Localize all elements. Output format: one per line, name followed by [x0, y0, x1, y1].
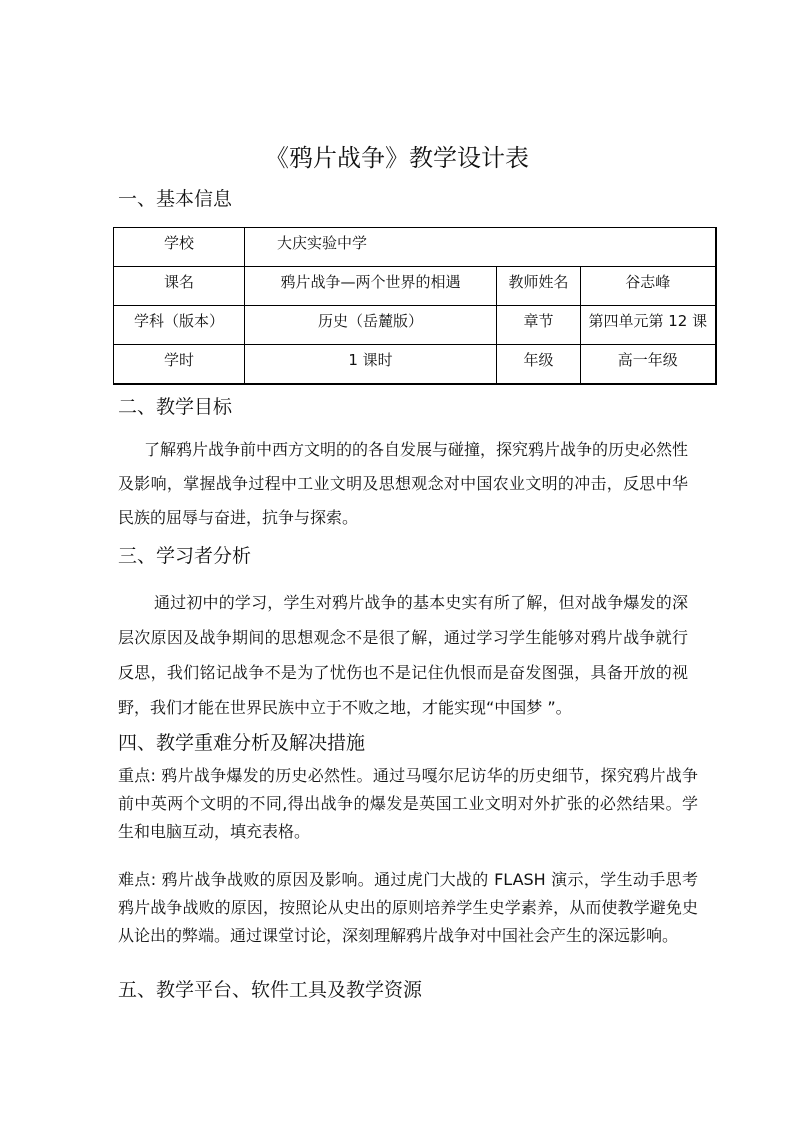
chapter-label: 章节: [497, 306, 581, 345]
key-point-paragraph: 重点: 鸦片战争爆发的历史必然性。通过马嘎尔尼访华的历史细节，探究鸦片战争前中英两个文明的不同,得出战争的爆发是英国工业文明对外扩张的必然结果。学生和电脑互动，填充表格。: [118, 766, 698, 841]
document-title: 《鸦片战争》教学设计表: [265, 144, 529, 172]
school-label: 学校: [114, 228, 245, 267]
grade-label: 年级: [497, 345, 581, 385]
teaching-goals-paragraph: 了解鸦片战争前中西方文明的的各自发展与碰撞，探究鸦片战争的历史必然性及影响，掌握战争过程中工业文明及思想观念对中国农业文明的冲击，反思中华民族的屈辱与奋进，抗争与探索。: [118, 440, 689, 527]
difficult-point-paragraph: 难点: 鸦片战争战败的原因及影响。通过虎门大战的 FLASH 演示，学生动手思考鸦片战争战败的原因，按照论从史出的原则培养学生史学素养，从而使教学避免史从论出的弊端。通过课堂讨论，深刻理解鸦片战争对中国社会产生的深远影响。: [118, 870, 698, 945]
section-heading-platform-tools: 五、教学平台、软件工具及教学资源: [118, 979, 423, 1001]
basic-info-table: [113, 227, 717, 385]
section-heading-teaching-goals: 二、教学目标: [118, 396, 233, 418]
table-row: [114, 228, 716, 267]
table-row: [114, 267, 716, 306]
table-row: [114, 306, 716, 345]
teacher-label: 教师姓名: [497, 267, 581, 306]
learner-analysis-paragraph: 通过初中的学习，学生对鸦片战争的基本史实有所了解，但对战争爆发的深层次原因及战争期间的思想观念不是很了解，通过学习学生能够对鸦片战争就行反思，我们铭记战争不是为了忧伤也不是记住仇恨而是奋发图强，具备开放的视野，我们才能在世界民族中立于不败之地，才能实现“中国梦 ”。: [118, 593, 688, 717]
course-label: 课名: [114, 267, 245, 306]
school-value: 大庆实验中学: [245, 228, 716, 267]
section-heading-basic-info: 一、基本信息: [118, 188, 233, 210]
grade-value: 高一年级: [581, 345, 716, 385]
chapter-value: 第四单元第 12 课: [581, 306, 716, 345]
subject-label: 学科（版本）: [114, 306, 245, 345]
table-row: [114, 345, 716, 385]
subject-value: 历史（岳麓版）: [245, 306, 497, 345]
teacher-value: 谷志峰: [581, 267, 716, 306]
hours-label: 学时: [114, 345, 245, 385]
hours-value: 1 课时: [245, 345, 497, 385]
course-value: 鸦片战争—两个世界的相遇: [245, 267, 497, 306]
section-heading-learner-analysis: 三、学习者分析: [118, 545, 252, 567]
section-heading-key-difficult-points: 四、教学重难分析及解决措施: [118, 732, 366, 754]
